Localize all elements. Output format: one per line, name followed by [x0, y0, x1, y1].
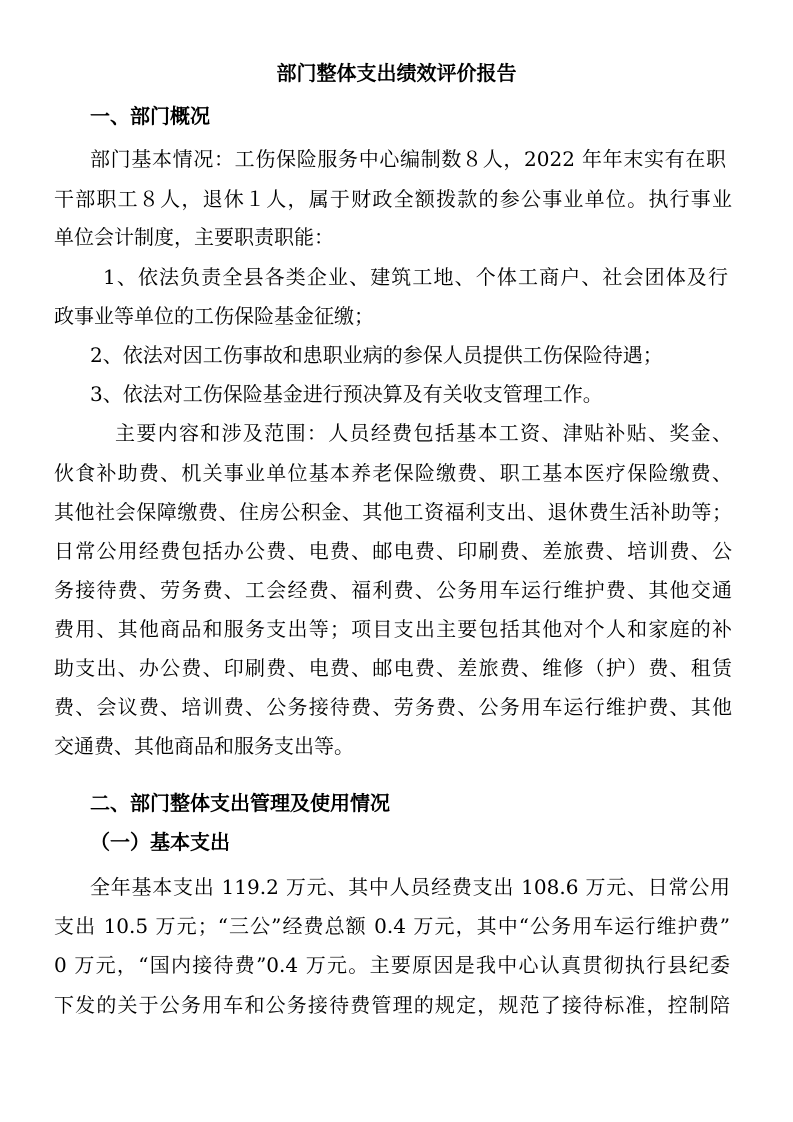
- section-heading-expenditure: 二、部门整体支出管理及使用情况: [90, 791, 390, 815]
- scope-line: 主要内容和涉及范围：人员经费包括基本工资、津贴补贴、奖金、: [115, 421, 732, 445]
- scope-line: 日常公用经费包括办公费、电费、邮电费、印刷费、差旅费、培训费、公: [54, 539, 732, 563]
- paragraph-line: 单位会计制度，主要职责职能：: [54, 225, 334, 249]
- section-heading-overview: 一、部门概况: [90, 104, 210, 128]
- duty-item-line: 2、依法对因工伤事故和患职业病的参保人员提供工伤保险待遇；: [90, 343, 663, 367]
- expenditure-line: 下发的关于公务用车和公务接待费管理的规定，规范了接待标准，控制陪: [54, 993, 730, 1017]
- expenditure-line: 全年基本支出 119.2 万元、其中人员经费支出 108.6 万元、日常公用: [90, 875, 730, 899]
- scope-line: 助支出、办公费、印刷费、电费、邮电费、差旅费、维修（护）费、租赁: [54, 656, 732, 680]
- scope-line: 其他社会保障缴费、住房公积金、其他工资福利支出、退休费生活补助等；: [54, 500, 732, 524]
- scope-line: 费用、其他商品和服务支出等；项目支出主要包括其他对个人和家庭的补: [54, 617, 732, 641]
- scope-line: 费、会议费、培训费、公务接待费、劳务费、公务用车运行维护费、其他: [54, 695, 732, 719]
- duty-item-line: 1、依法负责全县各类企业、建筑工地、个体工商户、社会团体及行: [103, 265, 728, 289]
- duty-item-line: 政事业等单位的工伤保险基金征缴；: [54, 304, 374, 328]
- paragraph-line: 干部职工８人，退休１人，属于财政全额拨款的参公事业单位。执行事业: [54, 187, 732, 211]
- scope-line: 务接待费、劳务费、工会经费、福利费、公务用车运行维护费、其他交通: [54, 578, 732, 602]
- scope-line: 伙食补助费、机关事业单位基本养老保险缴费、职工基本医疗保险缴费、: [54, 461, 732, 485]
- paragraph-line: 部门基本情况：工伤保险服务中心编制数８人，2022 年年末实有在职: [90, 147, 726, 171]
- expenditure-line: 0 万元，“国内接待费”0.4 万元。主要原因是我中心认真贯彻执行县纪委: [54, 953, 730, 977]
- document-title: 部门整体支出绩效评价报告: [276, 61, 517, 85]
- subsection-heading-basic: （一）基本支出: [90, 830, 230, 854]
- expenditure-line: 支出 10.5 万元；“三公”经费总额 0.4 万元，其中“公务用车运行维护费”: [54, 914, 730, 938]
- duty-item-line: 3、依法对工伤保险基金进行预决算及有关收支管理工作。: [90, 382, 603, 406]
- scope-line: 交通费、其他商品和服务支出等。: [54, 734, 354, 758]
